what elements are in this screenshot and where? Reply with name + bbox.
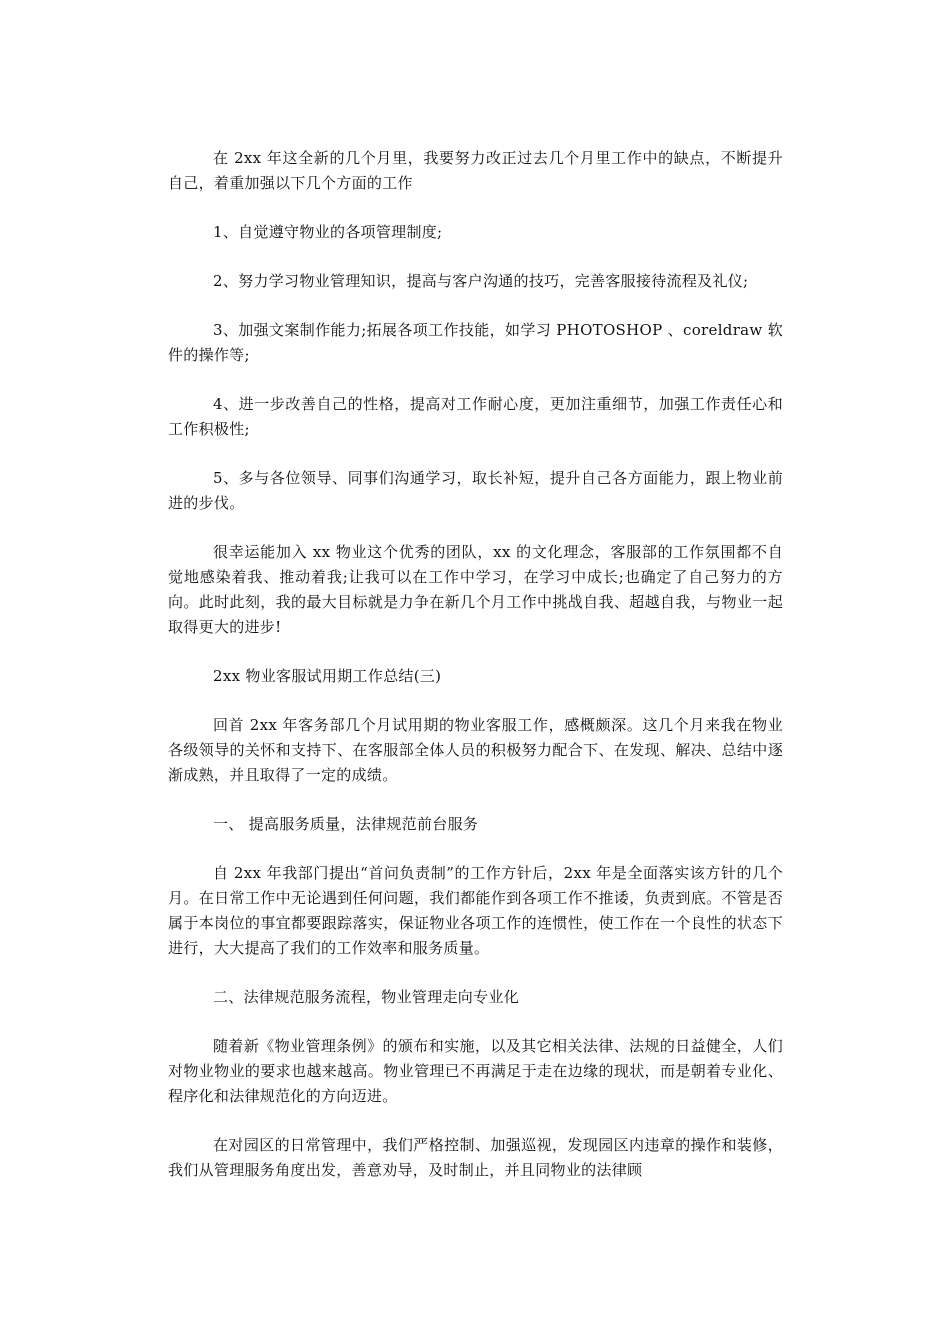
list-item-2: 2、努力学习物业管理知识，提高与客户沟通的技巧，完善客服接待流程及礼仪; [213, 272, 749, 290]
intro-paragraph: 在 2xx 年这全新的几个月里，我要努力改正过去几个月里工作中的缺点，不断提升自己，着重加强以下几个方面的工作 [168, 149, 783, 192]
subheading-2-body: 随着新《物业管理条例》的颁布和实施，以及其它相关法律、法规的日益健全，人们对物业物业的要求也越来越高。物业管理已不再满足于走在边缘的现状，而是朝着专业化、程序化和法律规范化的方向迈进。 [168, 1037, 783, 1105]
review-paragraph: 回首 2xx 年客务部几个月试用期的物业客服工作，感概颇深。这几个月来我在物业各级领导的关怀和支持下、在客服部全体人员的积极努力配合下、在发现、解决、总结中逐渐成熟，并且取得了一定的成绩。 [168, 716, 783, 784]
list-item-1: 1、自觉遵守物业的各项管理制度; [213, 223, 443, 241]
subheading-2: 二、法律规范服务流程，物业管理走向专业化 [213, 988, 520, 1006]
list-item-4: 4、进一步改善自己的性格，提高对工作耐心度，更加注重细节，加强工作责任心和工作积极性; [168, 395, 783, 438]
subheading-1: 一、 提高服务质量，法律规范前台服务 [213, 815, 479, 833]
document-body [168, 146, 783, 1207]
management-paragraph: 在对园区的日常管理中，我们严格控制、加强巡视，发现园区内违章的操作和装修，我们从管理服务角度出发，善意劝导，及时制止，并且同物业的法律顾 [168, 1136, 783, 1179]
subheading-1-body: 自 2xx 年我部门提出“首问负责制”的工作方针后，2xx 年是全面落实该方针的几个月。在日常工作中无论遇到任何问题，我们都能作到各项工作不推诿，负责到底。不管是否属于本岗位的事宜都要跟踪落实，保证物业各项工作的连惯性，使工作在一个良性的状态下进行，大大提高了我们的工作效率和服务质量。 [168, 864, 783, 957]
closing-paragraph: 很幸运能加入 xx 物业这个优秀的团队，xx 的文化理念，客服部的工作氛围都不自觉地感染着我、推动着我;让我可以在工作中学习，在学习中成长;也确定了自己努力的方向。此时此刻，我的最大目标就是力争在新几个月工作中挑战自我、超越自我，与物业一起取得更大的进步! [168, 543, 783, 636]
list-item-5: 5、多与各位领导、同事们沟通学习，取长补短，提升自己各方面能力，跟上物业前进的步伐。 [168, 469, 783, 512]
section-title: 2xx 物业客服试用期工作总结(三) [213, 667, 442, 685]
list-item-3: 3、加强文案制作能力;拓展各项工作技能，如学习 PHOTOSHOP 、coreldraw 软件的操作等; [168, 321, 783, 364]
